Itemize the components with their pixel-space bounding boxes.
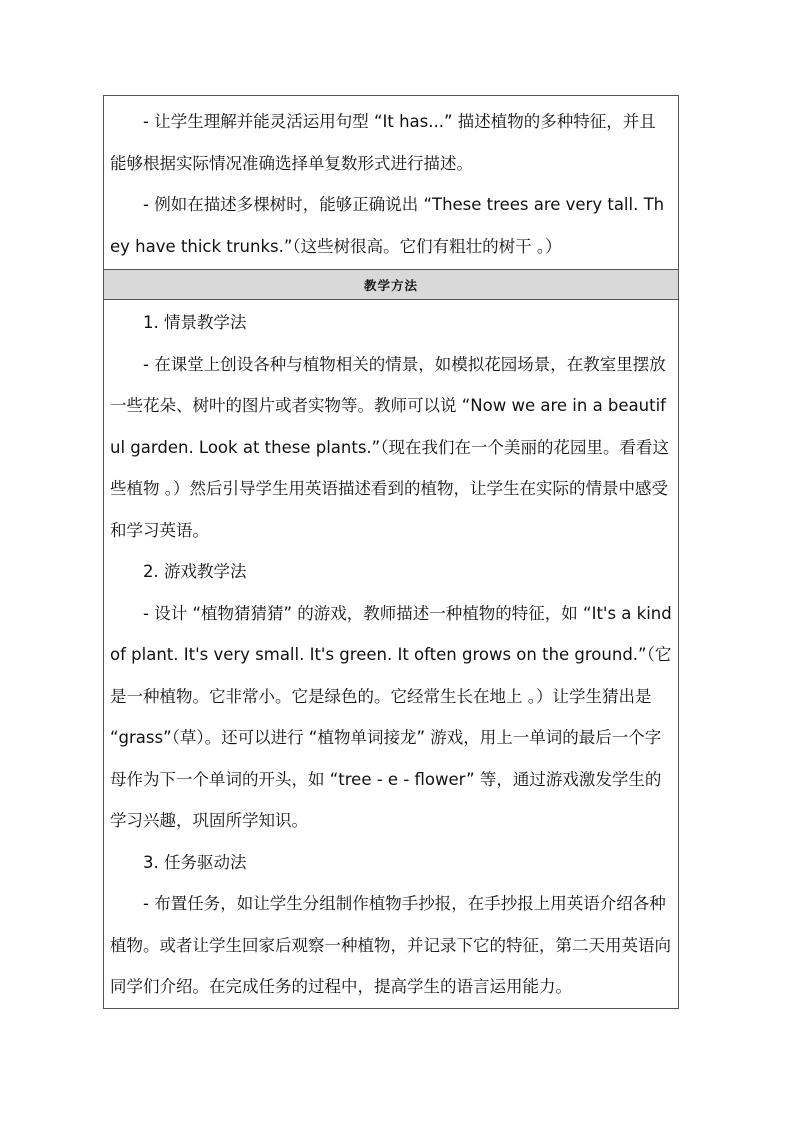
paragraph: - 设计 “植物猜猜猜” 的游戏，教师描述一种植物的特征，如 “It's a kind of plant. It's very small. It's green. It often grows on the ground.”（它是一种植物。它非常小。它是绿色的。它经常生长在地上 。）让学生猜出是 “grass”（草）。还可以进行 “植物单词接龙” 游戏，用上一单词的最后一个字母作为下一个单词的开头，如 “tree - e - flower” 等，通过游戏激发学生的学习兴趣，巩固所学知识。 [110, 603, 672, 830]
teaching-methods-cell [104, 300, 678, 1008]
section-header-label: 教学方法 [363, 277, 418, 293]
method-heading: 2. 游戏教学法 [143, 562, 247, 581]
paragraph: - 让学生理解并能灵活运用句型 “It has...” 描述植物的多种特征，并且能够根据实际情况准确选择单复数形式进行描述。 [110, 112, 656, 173]
method-heading: 1. 情景教学法 [143, 313, 247, 332]
method-heading: 3. 任务驱动法 [143, 852, 247, 872]
paragraph: - 布置任务，如让学生分组制作植物手抄报，在手抄报上用英语介绍各种植物。或者让学生回家后观察一种植物，并记录下它的特征，第二天用英语向同学们介绍。在完成任务的过程中，提高学生的语言运用能力。 [110, 894, 671, 996]
section-header-row [104, 269, 678, 300]
lesson-plan-table [103, 95, 679, 1009]
paragraph: - 在课堂上创设各种与植物相关的情景，如模拟花园场景，在教室里摆放一些花朵、树叶的图片或者实物等。教师可以说 “Now we are in a beautiful garden. Look at these plants.”（现在我们在一个美丽的花园里。看看这些植物 。）然后引导学生用英语描述看到的植物，让学生在实际的情景中感受和学习英语。 [110, 354, 669, 540]
objectives-cell [104, 96, 678, 269]
paragraph: - 例如在描述多棵树时，能够正确说出 “These trees are very tall. They have thick trunks.”（这些树很高。它们有粗壮的树干 。） [110, 195, 665, 256]
